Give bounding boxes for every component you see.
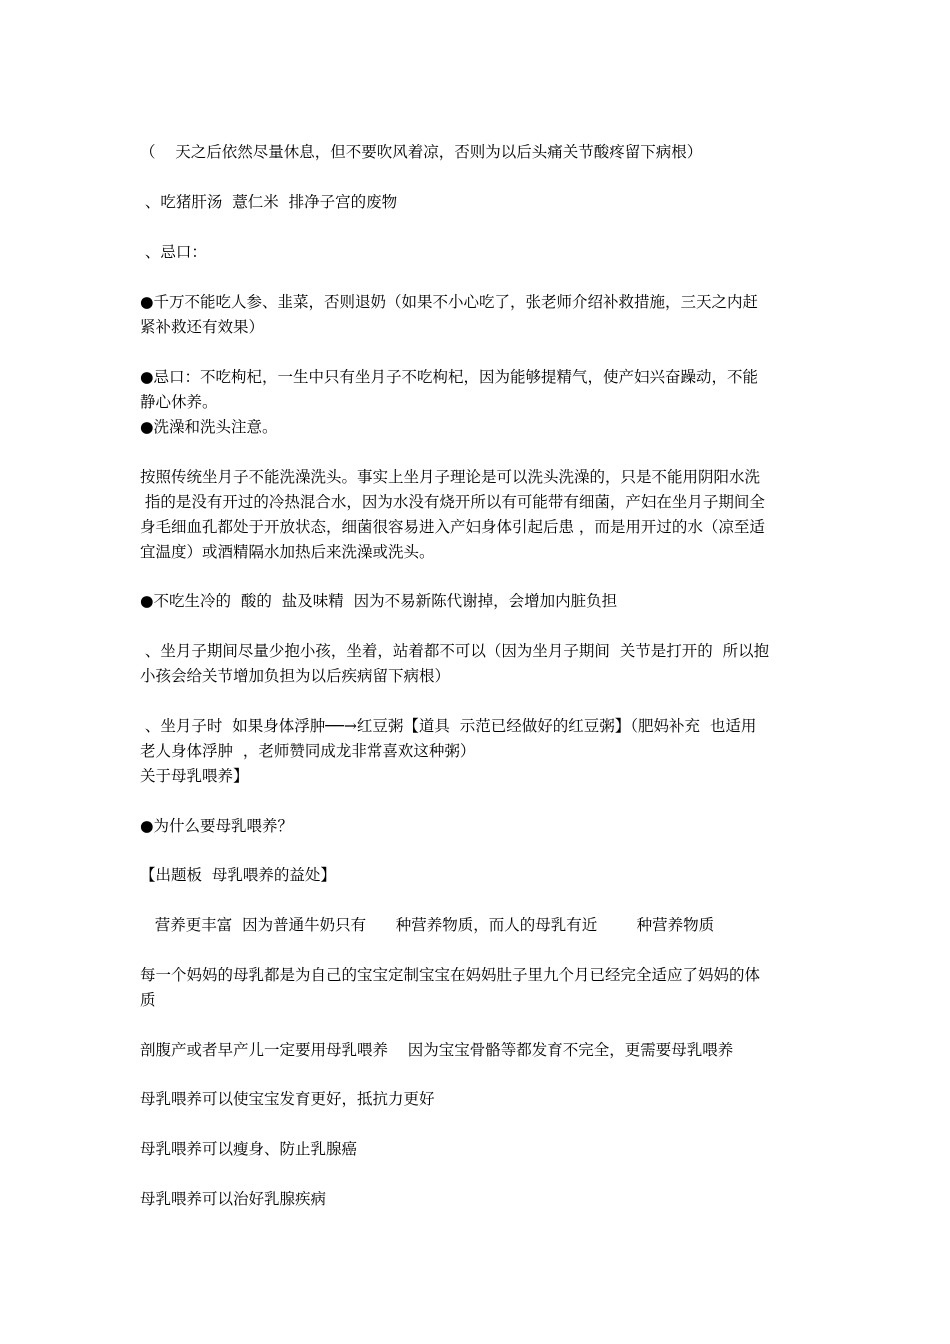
text-line: 老人身体浮肿 ，老师赞同成龙非常喜欢这种粥） bbox=[140, 742, 476, 760]
text-line: 宜温度）或酒精隔水加热后来洗澡或洗头。 bbox=[140, 543, 435, 561]
text-line: 营养更丰富 因为普通牛奶只有 种营养物质，而人的母乳有近 种营养物质 bbox=[140, 916, 715, 934]
text-line: 母乳喂养可以使宝宝发育更好，抵抗力更好 bbox=[140, 1090, 435, 1108]
text-line: ●忌口：不吃枸杞，一生中只有坐月子不吃枸杞，因为能够提精气，使产妇兴奋躁动，不能 bbox=[140, 368, 759, 386]
text-line: 、坐月子期间尽量少抱小孩，坐着，站着都不可以（因为坐月子期间 关节是打开的 所以抱 bbox=[140, 642, 770, 660]
text-line: 静心休养。 bbox=[140, 393, 218, 411]
text-line: 质 bbox=[140, 991, 156, 1009]
text-line: 、忌口： bbox=[140, 243, 207, 261]
text-line: 、吃猪肝汤 薏仁米 排净子宫的废物 bbox=[140, 193, 398, 211]
text-line: ●不吃生冷的 酸的 盐及味精 因为不易新陈代谢掉，会增加内脏负担 bbox=[140, 592, 618, 610]
text-line: 剖腹产或者早产儿一定要用母乳喂养 因为宝宝骨骼等都发育不完全，更需要母乳喂养 bbox=[140, 1041, 734, 1059]
text-line: 紧补救还有效果） bbox=[140, 318, 265, 336]
text-line: 按照传统坐月子不能洗澡洗头。事实上坐月子理论是可以洗头洗澡的，只是不能用阴阳水洗 bbox=[140, 468, 761, 486]
text-line: 、坐月子时 如果身体浮肿──→红豆粥【道具 示范已经做好的红豆粥】（肥妈补充 也适用 bbox=[140, 717, 757, 735]
text-line: 【出题板 母乳喂养的益处】 bbox=[140, 866, 336, 884]
text-line: 小孩会给关节增加负担为以后疾病留下病根） bbox=[140, 667, 451, 685]
text-line: 身毛细血孔都处于开放状态，细菌很容易进入产妇身体引起后患 ，而是用开过的水（凉至适 bbox=[140, 518, 765, 536]
text-line: 母乳喂养可以治好乳腺疾病 bbox=[140, 1190, 327, 1208]
text-line: ●洗澡和洗头注意。 bbox=[140, 418, 278, 436]
text-line: 关于母乳喂养】 bbox=[140, 767, 249, 785]
text-line: 指的是没有开过的冷热混合水，因为水没有烧开所以有可能带有细菌，产妇在坐月子期间全 bbox=[140, 493, 765, 511]
text-line: ●千万不能吃人参、韭菜，否则退奶（如果不小心吃了，张老师介绍补救措施，三天之内赶 bbox=[140, 293, 759, 311]
text-line: 母乳喂养可以瘦身、防止乳腺癌 bbox=[140, 1140, 358, 1158]
text-line: ●为什么要母乳喂养？ bbox=[140, 817, 294, 835]
text-line: 每一个妈妈的母乳都是为自己的宝宝定制宝宝在妈妈肚子里九个月已经完全适应了妈妈的体 bbox=[140, 966, 761, 984]
text-line: （ 天之后依然尽量休息，但不要吹风着凉，否则为以后头痛关节酸疼留下病根） bbox=[140, 143, 703, 161]
